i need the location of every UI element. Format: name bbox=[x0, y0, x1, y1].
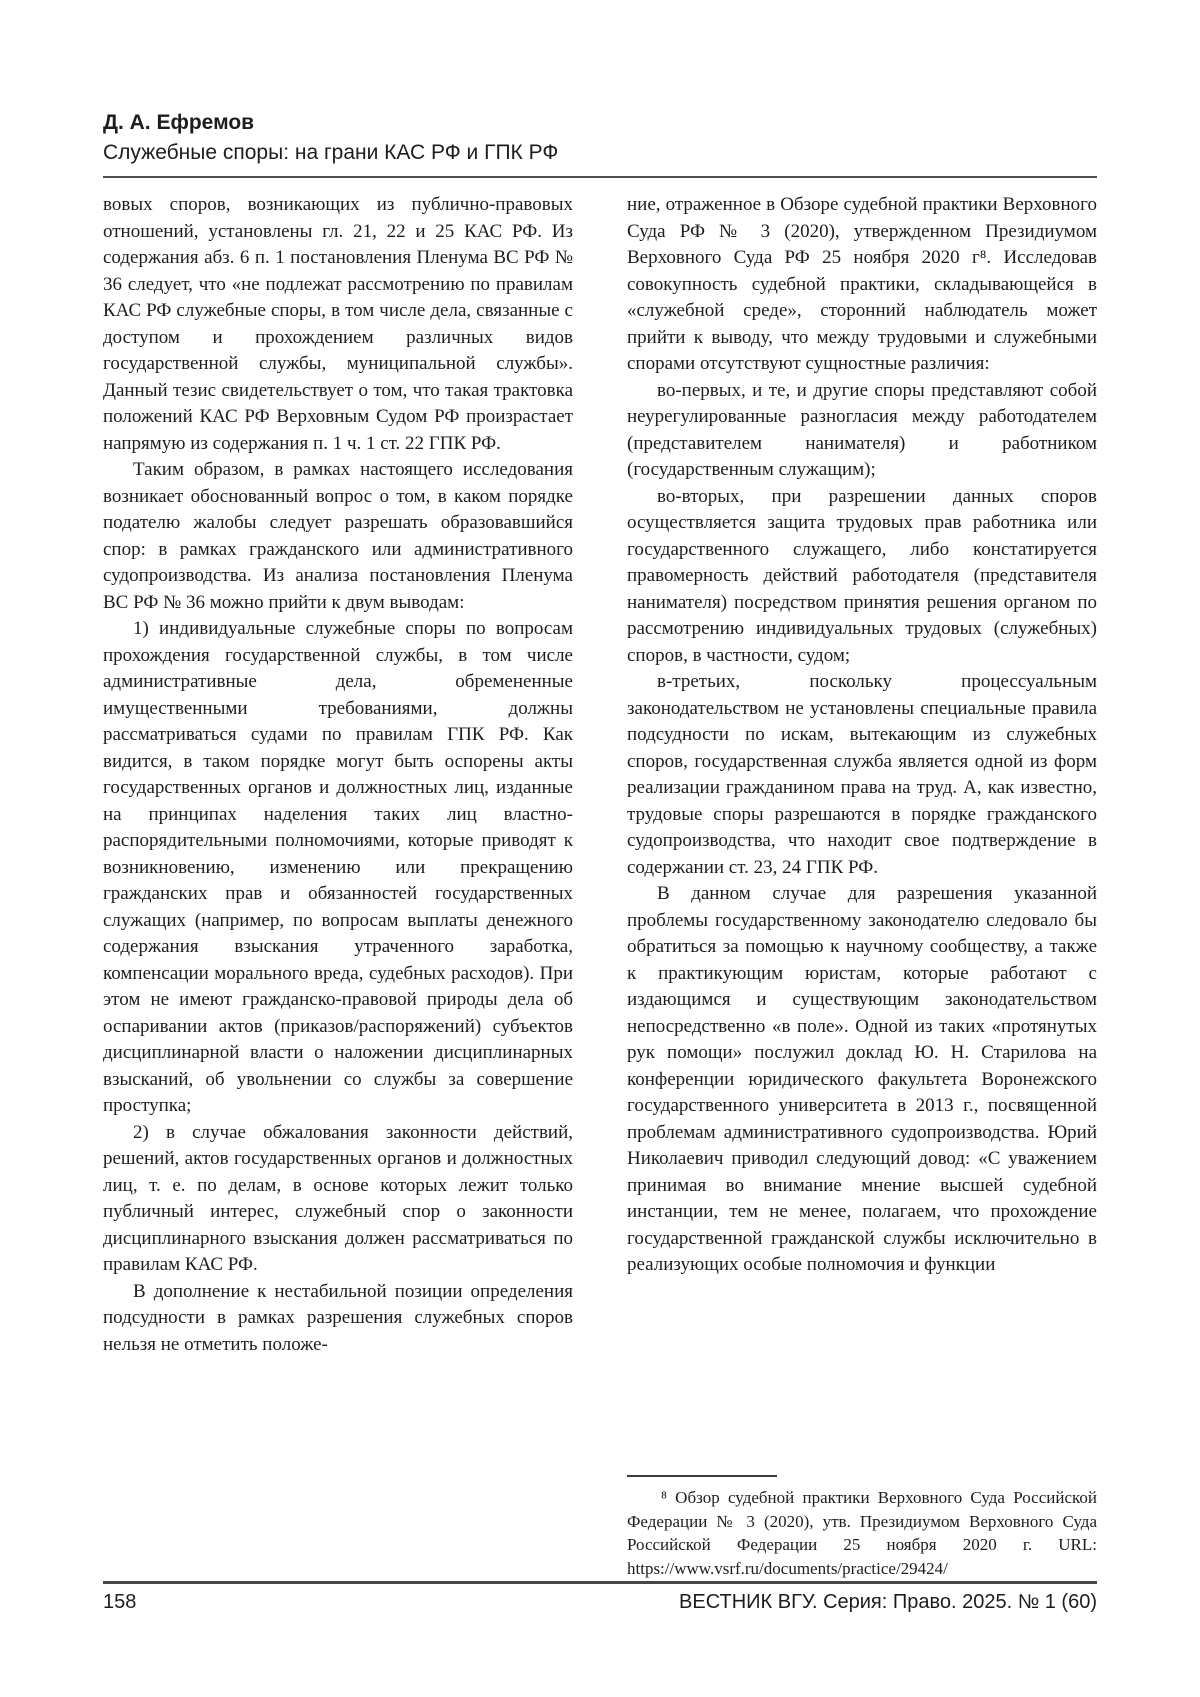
paragraph: В дополнение к нестабильной позиции определения подсудности в рамках разрешения служебных споров нельзя не отметить положе- bbox=[103, 1280, 573, 1355]
right-column-text bbox=[627, 192, 1097, 1279]
running-title: Служебные споры: на грани КАС РФ и ГПК РФ bbox=[103, 141, 559, 164]
paragraph: В данном случае для разрешения указанной проблемы государственному законодателю следовало бы обратиться за помощью к научному сообществу, а также к практикующим юристам, которые работают с издающимся и существующим законодательством непосредственно «в поле». Одной из таких «протянутых рук помощи» послужил доклад Ю. Н. Старилова на конференции юридического факультета Воронежского государственного университета в 2013 г., посвященной проблемам административного судопроизводства. Юрий Николаевич приводил следующий довод: «С уважением принимая во внимание мнение высшей судебной инстанции, тем не менее, полагаем, что прохождение государственной гражданской службы исключительно в реализующих особые полномочия и функции bbox=[627, 883, 1097, 1275]
text-columns bbox=[103, 192, 1097, 1580]
paragraph: во-вторых, при разрешении данных споров осуществляется защита трудовых прав работника или государственного служащего, либо констатируется правомерность действий работодателя (представителя нанимателя) посредством принятия решения органом по рассмотрению индивидуальных трудовых (служебных) споров, в частности, судом; bbox=[627, 485, 1097, 666]
author-name: Д. А. Ефремов bbox=[103, 111, 255, 134]
paragraph: в-третьих, поскольку процессуальным законодательством не установлены специальные правила подсудности по искам, вытекающим из служебных споров, государственная служба является одной из форм реализации гражданином права на труд. А, как известно, трудовые споры разрешаются в порядке гражданского судопроизводства, что находит свое подтверждение в содержании ст. 23, 24 ГПК РФ. bbox=[627, 671, 1097, 878]
footnote-text: ⁸ Обзор судебной практики Верховного Суда Российской Федерации № 3 (2020), утв. Президиумом Верховного Суда Российской Федерации 25 ноября 2020 г. URL: https://www.vsrf.ru/documents/practice/29424/ bbox=[627, 1488, 1097, 1578]
paragraph: 1) индивидуальные служебные споры по вопросам прохождения государственной службы, в том числе административные дела, обремененные имущественными требованиями, должны рассматриваться судами по правилам ГПК РФ. Как видится, в таком порядке могут быть оспорены акты государственных органов и должностных лиц, изданные на принципах наделения таких лиц властно-распорядительными полномочиями, которые приводят к возникновению, изменению или прекращению гражданских прав и обязанностей государственных служащих (например, по вопросам выплаты денежного содержания взыскания утраченного заработка, компенсации морального вреда, судебных расходов). При этом не имеют гражданско-правовой природы дела об оспаривании актов (приказов/распоряжений) субъектов дисциплинарной власти о наложении дисциплинарных взысканий, об увольнении со службы за совершение проступка; bbox=[103, 618, 573, 1116]
paragraph: во-первых, и те, и другие споры представляют собой неурегулированные разногласия между работодателем (представителем нанимателя) и работником (государственным служащим); bbox=[627, 379, 1097, 480]
paragraph: 2) в случае обжалования законности действий, решений, актов государственных органов и должностных лиц, т. е. по делам, в основе которых лежит только публичный интерес, служебный спор о законности дисциплинарного взыскания должен рассматриваться по правилам КАС РФ. bbox=[103, 1121, 573, 1275]
page-header bbox=[103, 108, 1097, 178]
right-column bbox=[627, 192, 1097, 1580]
footnote-separator-rule bbox=[627, 1475, 777, 1477]
footnote-block bbox=[627, 1465, 1097, 1580]
paragraph: Таким образом, в рамках настоящего исследования возникает обоснованный вопрос о том, в каком порядке подателю жалобы следует разрешать образовавшийся спор: в рамках гражданского или административного судопроизводства. Из анализа постановления Пленума ВС РФ № 36 можно прийти к двум выводам: bbox=[103, 459, 573, 613]
journal-reference: ВЕСТНИК ВГУ. Серия: Право. 2025. № 1 (60) bbox=[679, 1591, 1097, 1613]
header-rule bbox=[103, 176, 1097, 178]
page-content bbox=[103, 108, 1097, 1580]
page-number: 158 bbox=[103, 1591, 137, 1613]
paragraph: вовых споров, возникающих из публично-правовых отношений, установлены гл. 21, 22 и 25 КАС РФ. Из содержания абз. 6 п. 1 постановления Пленума ВС РФ № 36 следует, что «не подлежат рассмотрению по правилам КАС РФ служебные споры, в том числе дела, связанные с доступом и прохождением различных видов государственной службы, муниципальной службы». Данный тезис свидетельствует о том, что такая трактовка положений КАС РФ Верховным Судом РФ произрастает напрямую из содержания п. 1 ч. 1 ст. 22 ГПК РФ. bbox=[103, 194, 573, 454]
paragraph: ние, отраженное в Обзоре судебной практики Верховного Суда РФ № 3 (2020), утвержденном Президиумом Верховного Суда РФ 25 ноября 2020 г⁸. Исследовав совокупность судебной практики, складывающейся в «служебной среде», сторонний наблюдатель может прийти к выводу, что между трудовыми и служебными спорами отсутствуют сущностные различия: bbox=[627, 194, 1097, 374]
left-column bbox=[103, 192, 573, 1580]
page-footer bbox=[103, 1581, 1097, 1614]
